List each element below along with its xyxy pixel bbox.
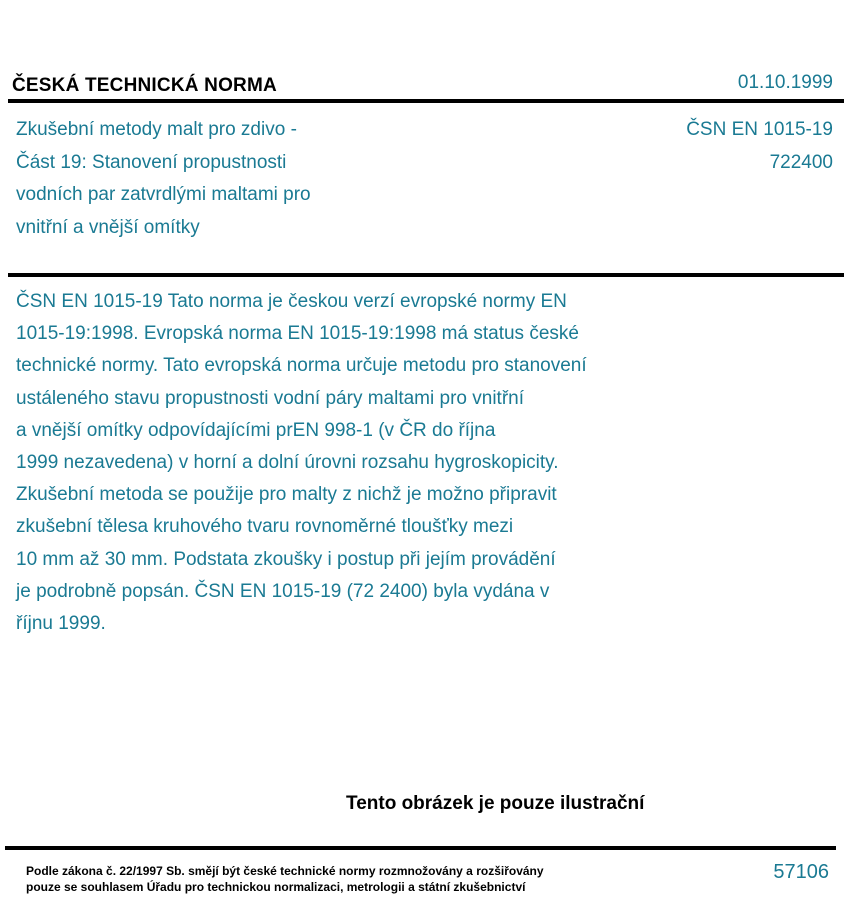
class-number: 722400 [769,151,833,173]
abstract-text [16,286,696,640]
copyright-line: pouze se souhlasem Úřadu pro technickou normalizaci, metrologii a státní zkušebnictví [26,880,526,894]
standard-title [16,114,416,244]
document-heading: ČESKÁ TECHNICKÁ NORMA [12,75,277,96]
bottom-divider [5,846,836,850]
standard-code: ČSN EN 1015-19 [686,119,833,140]
abstract-line: je podrobně popsán. ČSN EN 1015-19 (72 2400) byla vydána v [16,580,550,602]
standard-title-line: vodních par zatvrdlými maltami pro [16,184,311,205]
abstract-line: technické normy. Tato evropská norma určuje metodu pro stanovení [16,355,587,377]
abstract-line: říjnu 1999. [16,613,106,635]
illustration-note: Tento obrázek je pouze ilustrační [346,793,645,814]
abstract-line: 1015-19:1998. Evropská norma EN 1015-19:1998 má status české [16,323,579,345]
abstract-line: 1999 nezavedena) v horní a dolní úrovni rozsahu hygroskopicity. [16,452,559,474]
abstract-line: ČSN EN 1015-19 Tato norma je českou verzí evropské normy EN [16,291,567,312]
abstract-line: ustáleného stavu propustnosti vodní páry maltami pro vnitřní [16,387,524,409]
abstract-line: zkušební tělesa kruhového tvaru rovnoměrné tloušťky mezi [16,516,514,538]
copyright-line: Podle zákona č. 22/1997 Sb. smějí být české technické normy rozmnožovány a rozšiřovány [26,864,544,878]
catalog-number: 57106 [773,861,829,883]
abstract-line: Zkušební metoda se použije pro malty z nichž je možno připravit [16,484,557,506]
abstract-line: 10 mm až 30 mm. Podstata zkoušky i postup při jejím provádění [16,548,556,570]
top-divider [8,99,844,103]
abstract-line: a vnější omítky odpovídajícími prEN 998-1 (v ČR do října [16,419,496,441]
standard-title-line: vnitřní a vnější omítky [16,216,200,238]
issue-date: 01.10.1999 [737,72,833,93]
middle-divider [8,273,844,277]
standard-identifiers [686,114,833,179]
copyright-notice [26,863,544,895]
standard-title-line: Část 19: Stanovení propustnosti [16,151,287,173]
standard-title-line: Zkušební metody malt pro zdivo - [16,119,297,140]
